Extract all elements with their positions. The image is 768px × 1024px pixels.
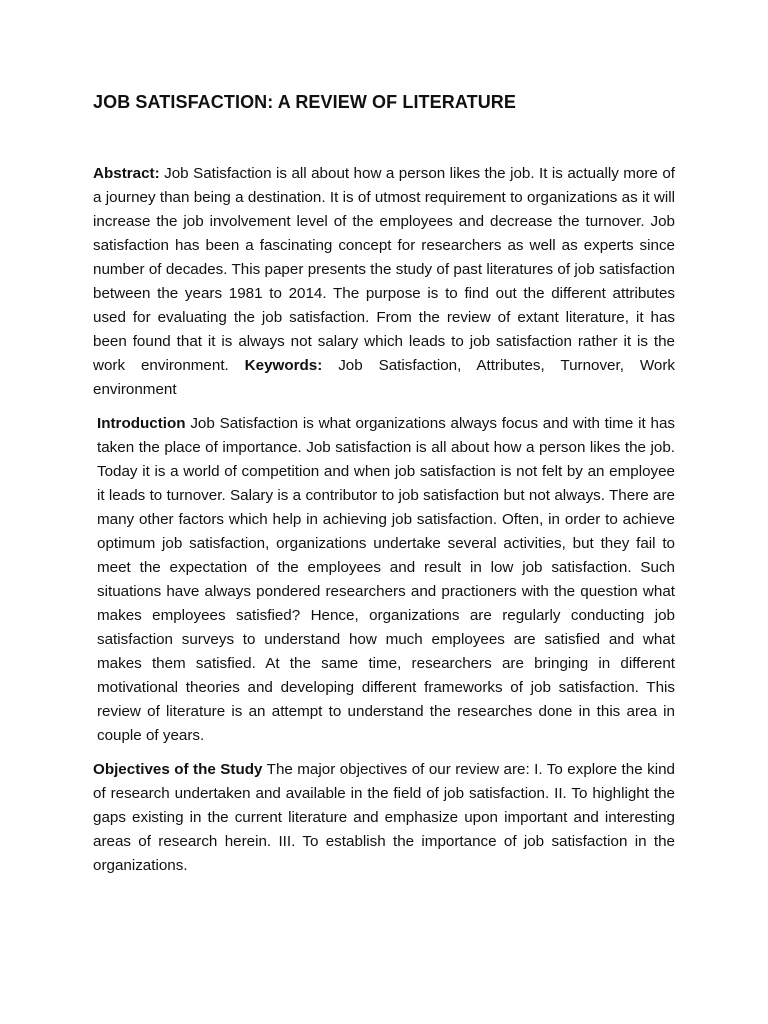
introduction-label: Introduction bbox=[97, 415, 186, 432]
abstract-text: Job Satisfaction is all about how a person likes the job. It is actually more of a journey than being a destination. It is of utmost requirement to organizations as it will increase the job involvement level of the employees and decrease the turnover. Job satisfaction has been a fascinating concept for researchers as well as experts since number of decades. This paper presents the study of past literatures of job satisfaction between the years 1981 to 2014. The purpose is to find out the different attributes used for evaluating the job satisfaction. From the review of extant literature, it has been found that it is always not salary which leads to job satisfaction rather it is the work environment. bbox=[93, 165, 675, 374]
document-page bbox=[93, 90, 675, 888]
keywords-text: Job Satisfaction, Attributes, Turnover, Work environment bbox=[93, 357, 675, 398]
abstract-label: Abstract: bbox=[93, 165, 160, 182]
abstract-paragraph bbox=[93, 162, 675, 402]
introduction-text: Job Satisfaction is what organizations always focus and with time it has taken the place of importance. Job satisfaction is all about how a person likes the job. Today it is a world of competition and when job satisfaction is not felt by an employee it leads to turnover. Salary is a contributor to job satisfaction but not always. There are many other factors which help in achieving job satisfaction. Often, in order to achieve optimum job satisfaction, organizations undertake several activities, but they fail to meet the expectation of the employees and result in low job satisfaction. Such situations have always pondered researchers and practioners with the question what makes employees satisfied? Hence, organizations are regularly conducting job satisfaction surveys to understand how much employees are satisfied and what makes them satisfied. At the same time, researchers are bringing in different motivational theories and developing different frameworks of job satisfaction. This review of literature is an attempt to understand the researches done in this area in couple of years. bbox=[97, 415, 675, 744]
objectives-label: Objectives of the Study bbox=[93, 761, 263, 778]
document-title: JOB SATISFACTION: A REVIEW OF LITERATURE bbox=[93, 92, 517, 112]
keywords-label: Keywords: bbox=[244, 357, 323, 374]
objectives-text: The major objectives of our review are: I. To explore the kind of research undertaken and available in the field of job satisfaction. II. To highlight the gaps existing in the current literature and emphasize upon important and interesting areas of research herein. III. To establish the importance of job satisfaction in the organizations. bbox=[93, 761, 675, 874]
objectives-paragraph bbox=[93, 758, 675, 878]
introduction-paragraph bbox=[93, 412, 675, 748]
